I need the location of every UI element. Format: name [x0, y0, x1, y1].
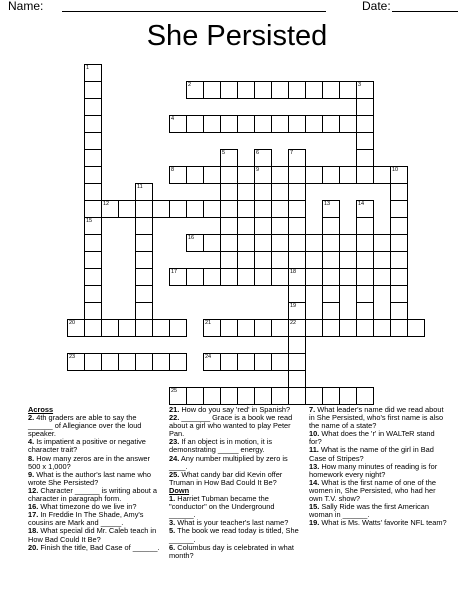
grid-cell[interactable] [356, 268, 374, 286]
clue-item-text: What does the 'r' in WALTeR stand for? [309, 429, 435, 447]
clue-item [28, 455, 160, 471]
page-title: She Persisted [146, 20, 328, 52]
grid-cell[interactable] [169, 115, 187, 133]
grid-cell[interactable] [373, 234, 391, 252]
grid-cell[interactable] [288, 268, 306, 286]
grid-cell[interactable] [118, 319, 136, 337]
clue-item [169, 544, 301, 560]
clue-item-text: What special did Mr. Caleb teach in How Bad Could It Be? [28, 526, 157, 544]
grid-cell[interactable] [322, 302, 340, 320]
grid-cell[interactable] [152, 319, 170, 337]
clue-item-number: 19. [309, 518, 320, 528]
clue-item-number: 3. [169, 518, 176, 528]
grid-cell[interactable] [356, 149, 374, 167]
grid-cell[interactable] [220, 387, 238, 405]
grid-cell[interactable] [390, 251, 408, 269]
date-field-line[interactable] [392, 11, 458, 12]
grid-cell[interactable] [254, 387, 272, 405]
grid-cell[interactable] [203, 81, 221, 99]
grid-cell[interactable] [356, 234, 374, 252]
grid-cell[interactable] [288, 353, 306, 371]
grid-cell[interactable] [237, 234, 255, 252]
grid-cell[interactable] [237, 200, 255, 218]
clue-number: 3 [358, 82, 362, 88]
grid-cell[interactable] [390, 166, 408, 184]
clue-number: 4 [171, 116, 175, 122]
clue-item-text: In Freddie In The Shade, Amy's cousins are Mark and _____. [28, 510, 144, 528]
clue-item-text: What candy bar did Kevin offer Truman in How Bad Could It Be? [169, 469, 283, 487]
grid-cell[interactable] [84, 217, 102, 235]
grid-cell[interactable] [84, 64, 102, 82]
clue-item-number: 17. [28, 510, 39, 520]
grid-cell[interactable] [254, 81, 272, 99]
grid-cell[interactable] [169, 166, 187, 184]
grid-cell[interactable] [254, 200, 272, 218]
grid-cell[interactable] [237, 353, 255, 371]
grid-cell[interactable] [186, 200, 204, 218]
clue-number: 21 [205, 320, 212, 326]
clue-column-2 [169, 406, 301, 560]
clue-item-text: Sally Ride was the first American woman in ______. [309, 502, 429, 520]
clue-number: 11 [137, 184, 143, 190]
clue-item [309, 503, 448, 519]
grid-cell[interactable] [390, 234, 408, 252]
grid-cell[interactable] [84, 166, 102, 184]
clue-item-text: 4th graders are able to say the ______ of Allegiance over the loud speaker. [28, 413, 142, 439]
grid-cell[interactable] [203, 166, 221, 184]
grid-cell[interactable] [169, 200, 187, 218]
grid-cell[interactable] [373, 319, 391, 337]
grid-cell[interactable] [135, 251, 153, 269]
grid-cell[interactable] [101, 319, 119, 337]
clue-item-number: 12. [28, 485, 39, 495]
grid-cell[interactable] [84, 200, 102, 218]
grid-cell[interactable] [322, 217, 340, 235]
grid-cell[interactable] [186, 166, 204, 184]
grid-cell[interactable] [390, 285, 408, 303]
clue-column-1 [28, 406, 160, 552]
name-field-line[interactable] [62, 11, 326, 12]
grid-cell[interactable] [288, 166, 306, 184]
grid-cell[interactable] [84, 353, 102, 371]
grid-cell[interactable] [288, 251, 306, 269]
grid-cell[interactable] [152, 353, 170, 371]
grid-cell[interactable] [271, 115, 289, 133]
clue-item-text: Character ______ is writing about a character in paragraph form. [28, 485, 158, 504]
grid-cell[interactable] [322, 81, 340, 99]
clue-number: 24 [205, 354, 212, 360]
clue-number: 6 [256, 150, 260, 156]
clue-item [28, 544, 160, 552]
clue-item-number: 4. [28, 437, 35, 447]
grid-cell[interactable] [84, 132, 102, 150]
grid-cell[interactable] [288, 319, 306, 337]
grid-cell[interactable] [271, 234, 289, 252]
clue-number: 8 [171, 167, 175, 173]
clue-number: 13 [324, 201, 331, 207]
grid-cell[interactable] [203, 387, 221, 405]
grid-cell[interactable] [220, 81, 238, 99]
clue-item [28, 438, 160, 454]
grid-cell[interactable] [220, 268, 238, 286]
clue-item-number: 11. [309, 445, 319, 455]
clue-item [169, 438, 301, 454]
grid-cell[interactable] [84, 251, 102, 269]
grid-cell[interactable] [220, 217, 238, 235]
clue-number: 7 [290, 150, 294, 156]
clue-item-number: 16. [28, 502, 39, 512]
grid-cell[interactable] [254, 234, 272, 252]
grid-cell[interactable] [237, 166, 255, 184]
clue-item-number: 15. [309, 502, 320, 512]
grid-cell[interactable] [322, 285, 340, 303]
clue-item-text: _______ Grace is a book we read about a girl who wanted to play Peter Pan. [169, 413, 293, 439]
grid-cell[interactable] [356, 319, 374, 337]
grid-cell[interactable] [305, 166, 323, 184]
grid-cell[interactable] [186, 115, 204, 133]
clue-item-number: 24. [169, 453, 180, 463]
clue-item-number: 18. [28, 526, 39, 536]
grid-cell[interactable] [220, 200, 238, 218]
clue-item-text: Any number multiplied by zero is ____. [169, 453, 288, 471]
date-label: Date: [362, 0, 391, 13]
grid-cell[interactable] [322, 234, 340, 252]
grid-cell[interactable] [186, 387, 204, 405]
grid-cell[interactable] [356, 217, 374, 235]
clue-item [169, 471, 301, 487]
grid-cell[interactable] [305, 319, 323, 337]
grid-cell[interactable] [271, 353, 289, 371]
grid-cell[interactable] [135, 268, 153, 286]
grid-cell[interactable] [356, 285, 374, 303]
clue-item-text: If an object is in motion, it is demonstrating _____ energy. [169, 437, 273, 455]
clue-item [309, 463, 448, 479]
grid-cell[interactable] [390, 217, 408, 235]
grid-cell[interactable] [220, 234, 238, 252]
grid-cell[interactable] [288, 149, 306, 167]
grid-cell[interactable] [84, 268, 102, 286]
grid-cell[interactable] [203, 115, 221, 133]
grid-cell[interactable] [84, 183, 102, 201]
grid-cell[interactable] [84, 81, 102, 99]
grid-cell[interactable] [322, 387, 340, 405]
clue-item-text: Columbus day is celebrated in what month? [169, 542, 294, 560]
grid-cell[interactable] [220, 166, 238, 184]
grid-cell[interactable] [288, 302, 306, 320]
clue-item-number: 7. [309, 405, 316, 414]
clue-item-number: 2. [28, 413, 35, 423]
grid-cell[interactable] [237, 387, 255, 405]
clue-number: 17 [171, 269, 178, 275]
grid-cell[interactable] [220, 353, 238, 371]
clue-item-number: 9. [28, 469, 35, 479]
grid-cell[interactable] [288, 81, 306, 99]
clue-item [309, 406, 448, 430]
grid-cell[interactable] [288, 370, 306, 388]
across-clues-part-1 [28, 414, 160, 552]
grid-cell[interactable] [305, 234, 323, 252]
grid-cell[interactable] [84, 234, 102, 252]
grid-cell[interactable] [288, 285, 306, 303]
grid-cell[interactable] [169, 319, 187, 337]
clue-number: 10 [392, 167, 399, 173]
worksheet-header [0, 0, 474, 14]
down-clues-part-1 [169, 495, 301, 560]
clue-item-number: 8. [28, 453, 35, 463]
grid-cell[interactable] [169, 387, 187, 405]
grid-cell[interactable] [169, 268, 187, 286]
clue-item-number: 5. [169, 526, 176, 536]
grid-cell[interactable] [390, 268, 408, 286]
clue-item-text: How many zeros are in the answer 500 x 1,000? [28, 453, 151, 471]
grid-cell[interactable] [84, 285, 102, 303]
grid-cell[interactable] [356, 387, 374, 405]
grid-cell[interactable] [135, 200, 153, 218]
grid-cell[interactable] [390, 200, 408, 218]
grid-cell[interactable] [339, 268, 357, 286]
grid-cell[interactable] [407, 319, 425, 337]
grid-cell[interactable] [390, 319, 408, 337]
grid-cell[interactable] [237, 268, 255, 286]
grid-cell[interactable] [101, 353, 119, 371]
clue-item [169, 455, 301, 471]
grid-cell[interactable] [288, 387, 306, 405]
grid-cell[interactable] [356, 132, 374, 150]
name-label: Name: [8, 0, 44, 13]
clue-item [28, 527, 160, 543]
grid-cell[interactable] [220, 149, 238, 167]
grid-cell[interactable] [254, 183, 272, 201]
grid-cell[interactable] [288, 234, 306, 252]
grid-cell[interactable] [84, 302, 102, 320]
grid-cell[interactable] [271, 200, 289, 218]
grid-cell[interactable] [118, 353, 136, 371]
grid-cell[interactable] [339, 319, 357, 337]
grid-cell[interactable] [339, 81, 357, 99]
clue-item-number: 6. [169, 542, 176, 552]
grid-cell[interactable] [254, 319, 272, 337]
grid-cell[interactable] [254, 353, 272, 371]
grid-cell[interactable] [271, 268, 289, 286]
grid-cell[interactable] [254, 268, 272, 286]
grid-cell[interactable] [322, 200, 340, 218]
clue-item [169, 414, 301, 438]
grid-cell[interactable] [373, 268, 391, 286]
clue-item [28, 414, 160, 438]
grid-cell[interactable] [390, 302, 408, 320]
clue-item [309, 430, 448, 446]
grid-cell[interactable] [203, 234, 221, 252]
grid-cell[interactable] [67, 353, 85, 371]
grid-cell[interactable] [356, 115, 374, 133]
grid-cell[interactable] [84, 319, 102, 337]
grid-cell[interactable] [390, 183, 408, 201]
grid-cell[interactable] [288, 200, 306, 218]
grid-cell[interactable] [84, 115, 102, 133]
clue-number: 1 [86, 65, 90, 71]
grid-cell[interactable] [305, 81, 323, 99]
clue-item-text: What is the author's last name who wrote She Persisted? [28, 469, 152, 487]
clue-item-number: 21. [169, 405, 180, 414]
grid-cell[interactable] [356, 166, 374, 184]
down-clues-part-2 [309, 406, 448, 527]
grid-cell[interactable] [339, 115, 357, 133]
grid-cell[interactable] [305, 115, 323, 133]
clue-item [309, 446, 448, 462]
grid-cell[interactable] [305, 268, 323, 286]
grid-cell[interactable] [135, 234, 153, 252]
grid-cell[interactable] [254, 166, 272, 184]
grid-cell[interactable] [169, 353, 187, 371]
grid-cell[interactable] [186, 268, 204, 286]
grid-cell[interactable] [118, 200, 136, 218]
grid-cell[interactable] [356, 81, 374, 99]
clue-item [28, 511, 160, 527]
grid-cell[interactable] [220, 319, 238, 337]
grid-cell[interactable] [339, 234, 357, 252]
grid-cell[interactable] [322, 251, 340, 269]
grid-cell[interactable] [237, 81, 255, 99]
grid-cell[interactable] [135, 183, 153, 201]
grid-cell[interactable] [322, 268, 340, 286]
clue-item-text: What is the name of the girl in Bad Case of Stripes? [309, 445, 434, 463]
grid-cell[interactable] [186, 234, 204, 252]
grid-cell[interactable] [254, 217, 272, 235]
clue-number: 20 [69, 320, 76, 326]
grid-cell[interactable] [203, 200, 221, 218]
clue-item-text: Finish the title, Bad Case of ______. [38, 542, 160, 552]
grid-cell[interactable] [152, 200, 170, 218]
grid-cell[interactable] [254, 251, 272, 269]
grid-cell[interactable] [220, 251, 238, 269]
clue-number: 23 [69, 354, 76, 360]
across-heading: Across [28, 405, 54, 414]
grid-cell[interactable] [288, 183, 306, 201]
clue-item [169, 495, 301, 519]
clue-item-text: What is your teacher's last name? [175, 518, 289, 528]
clue-number: 9 [256, 167, 260, 173]
grid-cell[interactable] [288, 217, 306, 235]
grid-cell[interactable] [135, 217, 153, 235]
clue-item-text: What leader's name did we read about in She Persisted, who's first name is also the name of a state? [309, 405, 444, 431]
clue-item-text: What is the first name of one of the women in, She Persisted, who had her own T.V. show? [309, 477, 436, 504]
clue-number: 5 [222, 150, 226, 156]
clue-item-number: 20. [28, 542, 39, 552]
grid-cell[interactable] [356, 251, 374, 269]
clue-item-number: 10. [309, 429, 320, 439]
clue-item-number: 25. [169, 469, 180, 479]
clue-item [309, 479, 448, 503]
grid-cell[interactable] [271, 319, 289, 337]
grid-cell[interactable] [254, 149, 272, 167]
grid-cell[interactable] [237, 115, 255, 133]
clue-item-number: 1. [169, 494, 176, 504]
clue-item-text: The book we read today is titled, She ______. [169, 526, 299, 544]
grid-cell[interactable] [356, 200, 374, 218]
clue-number: 19 [290, 303, 297, 309]
clue-list [28, 406, 448, 606]
clue-item-number: 13. [309, 461, 320, 471]
clue-item-number: 14. [309, 477, 320, 487]
grid-cell[interactable] [322, 115, 340, 133]
grid-cell[interactable] [135, 285, 153, 303]
grid-cell[interactable] [101, 200, 119, 218]
clue-number: 14 [358, 201, 365, 207]
clue-item-number: 23. [169, 437, 180, 447]
clue-item-text: How many minutes of reading is for homework every night? [309, 461, 438, 479]
grid-cell[interactable] [356, 98, 374, 116]
grid-cell[interactable] [135, 353, 153, 371]
clue-item-text: How do you say 'red' in Spanish? [179, 405, 291, 414]
clue-number: 18 [290, 269, 297, 275]
grid-cell[interactable] [271, 387, 289, 405]
grid-cell[interactable] [135, 319, 153, 337]
grid-cell[interactable] [220, 115, 238, 133]
clue-number: 16 [188, 235, 195, 241]
clue-number: 2 [188, 82, 192, 88]
grid-cell[interactable] [322, 319, 340, 337]
grid-cell[interactable] [339, 387, 357, 405]
grid-cell[interactable] [339, 166, 357, 184]
grid-cell[interactable] [84, 149, 102, 167]
grid-cell[interactable] [271, 81, 289, 99]
grid-cell[interactable] [186, 81, 204, 99]
grid-cell[interactable] [254, 115, 272, 133]
clue-item-text: Harriet Tubman became the "conductor" on the Underground ______. [169, 494, 275, 520]
clue-number: 12 [103, 201, 110, 207]
clue-item-text: What timezone do we live in? [38, 502, 137, 512]
clue-item [28, 487, 160, 503]
grid-cell[interactable] [84, 98, 102, 116]
grid-cell[interactable] [288, 336, 306, 354]
clue-item [169, 527, 301, 543]
clue-column-3 [309, 406, 448, 527]
clue-number: 25 [171, 388, 178, 394]
clue-item-text: Is impatient a positive or negative character trait? [28, 437, 146, 455]
clue-number: 15 [86, 218, 93, 224]
clue-item-text: What is Ms. Watts' favorite NFL team? [319, 518, 447, 528]
clue-item [28, 471, 160, 487]
grid-cell[interactable] [288, 115, 306, 133]
grid-cell[interactable] [322, 166, 340, 184]
grid-cell[interactable] [220, 183, 238, 201]
grid-cell[interactable] [373, 166, 391, 184]
grid-cell[interactable] [271, 166, 289, 184]
grid-cell[interactable] [356, 302, 374, 320]
grid-cell[interactable] [135, 302, 153, 320]
grid-cell[interactable] [237, 319, 255, 337]
grid-cell[interactable] [203, 353, 221, 371]
across-clues-part-2 [169, 406, 301, 487]
grid-cell[interactable] [67, 319, 85, 337]
clue-item [309, 519, 448, 527]
clue-item-number: 22. [169, 413, 180, 423]
grid-cell[interactable] [203, 268, 221, 286]
down-heading: Down [169, 485, 190, 495]
grid-cell[interactable] [203, 319, 221, 337]
grid-cell[interactable] [305, 387, 323, 405]
clue-number: 22 [290, 320, 297, 326]
